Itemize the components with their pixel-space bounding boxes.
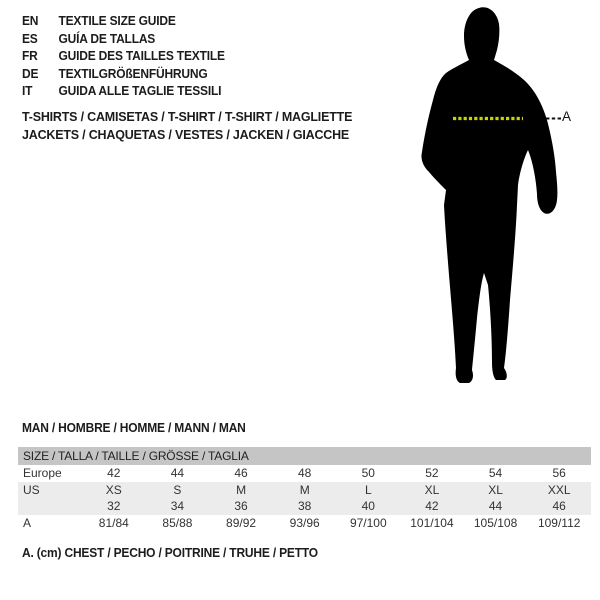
table-cell: 40 (361, 499, 375, 513)
table-cell: 105/108 (473, 515, 518, 530)
lang-row-en (22, 13, 225, 31)
table-cell: 54 (488, 466, 503, 480)
lang-text: GUIDE DES TAILLES TEXTILE (58, 49, 225, 63)
table-cell: 89/92 (226, 515, 257, 530)
table-cell: 46 (552, 499, 566, 513)
lang-code: FR (22, 49, 38, 63)
table-cell: M (299, 482, 310, 497)
table-cell: 46 (234, 466, 248, 480)
table-cell: 56 (552, 466, 566, 480)
lang-row-es (22, 31, 225, 49)
section-title: MAN / HOMBRE / HOMME / MANN / MAN (22, 421, 246, 435)
lang-row-it (22, 83, 225, 101)
table-cell: 97/100 (349, 515, 387, 530)
table-cell: 85/88 (162, 515, 193, 530)
table-cell: L (364, 482, 372, 497)
table-row-us (18, 482, 591, 499)
table-cell: 38 (298, 499, 312, 513)
table-cell: 42 (107, 466, 121, 480)
table-cell: 48 (298, 466, 312, 480)
table-header: SIZE / TALLA / TAILLE / GRÖSSE / TAGLIA (18, 447, 591, 465)
category-tshirts: T-SHIRTS / CAMISETAS / T-SHIRT / T-SHIRT / MAGLIETTE (22, 109, 353, 124)
table-cell: 101/104 (410, 515, 454, 530)
table-cell: 93/96 (289, 515, 320, 530)
lang-code: ES (22, 31, 38, 46)
man-figure (400, 0, 600, 400)
table-row-us-numeric (18, 498, 591, 515)
table-cell: 34 (170, 499, 185, 513)
row-label: A (23, 515, 32, 530)
table-cell: S (173, 482, 182, 497)
lang-row-fr (22, 48, 225, 66)
table-cell: XL (424, 482, 440, 497)
table-cell: 109/112 (537, 515, 581, 530)
table-cell: 81/84 (98, 515, 129, 530)
row-label: US (23, 482, 40, 497)
category-jackets: JACKETS / CHAQUETAS / VESTES / JACKEN / GIACCHE (22, 127, 350, 142)
lang-text: TEXTILE SIZE GUIDE (58, 14, 176, 28)
footnote-chest: A. (cm) CHEST / PECHO / POITRINE / TRUHE / PETTO (22, 546, 318, 560)
lang-code: DE (22, 66, 39, 81)
table-cell: 44 (170, 466, 185, 480)
table-cell: 52 (425, 466, 439, 480)
lang-text: TEXTILGRÖßENFÜHRUNG (58, 66, 208, 81)
row-label (18, 498, 82, 515)
table-cell: 36 (234, 499, 248, 513)
table-cell: 44 (488, 499, 503, 513)
table-cell: 50 (361, 466, 375, 480)
garment-categories (22, 108, 352, 144)
table-cell: M (236, 482, 247, 497)
lang-code: EN (22, 14, 39, 28)
silhouette-path (421, 7, 557, 383)
lang-text: GUIDA ALLE TAGLIE TESSILI (58, 84, 222, 98)
table-cell: XS (105, 482, 122, 497)
lang-code: IT (22, 84, 33, 98)
table-cell: 42 (425, 499, 439, 513)
table-cell: XXL (547, 482, 571, 497)
table-cell: XL (488, 482, 503, 497)
size-table (18, 447, 591, 531)
language-list (22, 13, 225, 101)
table-row-europe (18, 465, 591, 482)
measure-label-a: A (562, 109, 572, 124)
table-cell: 32 (107, 499, 121, 513)
row-label: Europe (23, 466, 62, 480)
lang-text: GUÍA DE TALLAS (58, 31, 156, 46)
table-row-chest (18, 515, 591, 532)
lang-row-de (22, 66, 225, 84)
man-silhouette (400, 0, 600, 400)
